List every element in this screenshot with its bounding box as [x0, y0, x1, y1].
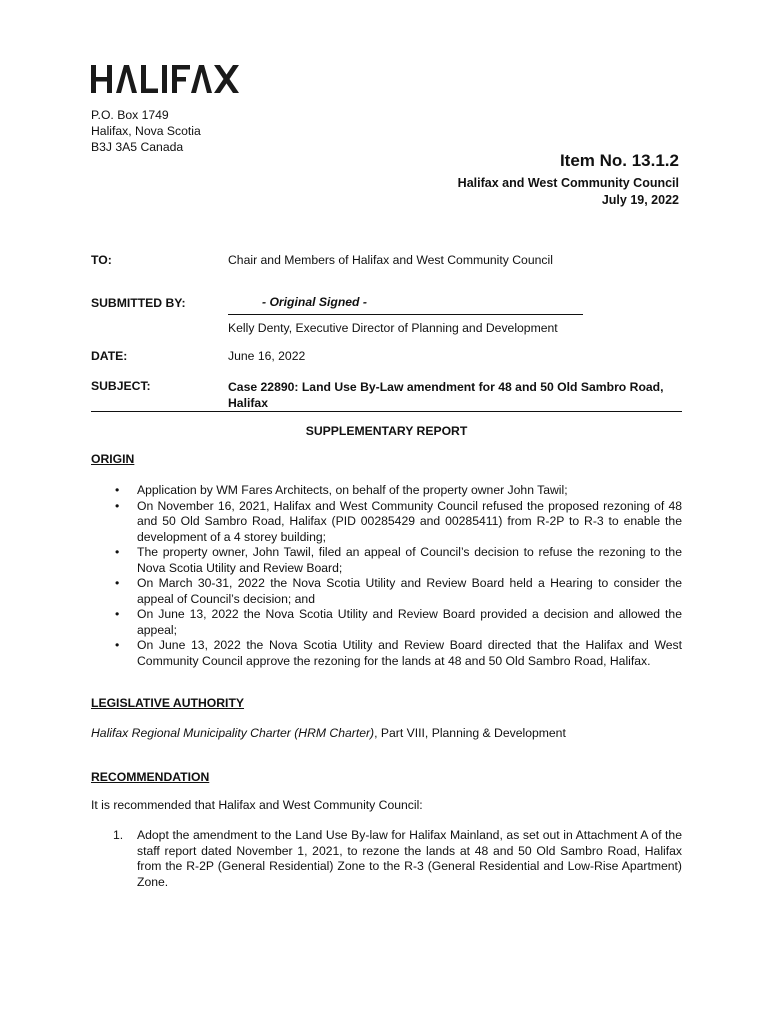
recommendation-heading: RECOMMENDATION [91, 770, 210, 784]
list-item [91, 499, 682, 546]
recommendation-text: Adopt the amendment to the Land Use By-law for Halifax Mainland, as set out in Attachment A of the staff report dated November 1, 2021, to rezone the lands at 48 and 50 Old Sambro Road, Halifax from the R-2P (General Residential) Zone to the R-3 (General Residential and Low-Rise Apartment) Zone. [137, 828, 682, 889]
origin-heading: ORIGIN [91, 452, 135, 466]
list-item-text: On June 13, 2022 the Nova Scotia Utility and Review Board directed that the Halifax and West Community Council approve the rezoning for the lands at 48 and 50 Old Sambro Road, Halifax. [137, 638, 682, 668]
council-header [458, 175, 679, 209]
submitted-by-value: Kelly Denty, Executive Director of Planning and Development [228, 321, 558, 335]
item-number: Item No. 13.1.2 [559, 151, 679, 170]
list-item-text: On March 30-31, 2022 the Nova Scotia Utility and Review Board held a Hearing to consider the appeal of Council’s decision; and [137, 576, 682, 606]
meeting-date: July 19, 2022 [601, 193, 679, 207]
address-line: P.O. Box 1749 [91, 108, 169, 122]
subject-value: Case 22890: Land Use By-Law amendment for 48 and 50 Old Sambro Road, Halifax [228, 380, 664, 410]
original-signed: - Original Signed - [262, 295, 367, 309]
list-item [91, 545, 682, 576]
date-value: June 16, 2022 [228, 349, 306, 363]
charter-name: Halifax Regional Municipality Charter (HRM Charter) [91, 726, 375, 740]
bullet: • [115, 576, 120, 590]
halifax-logo [91, 62, 241, 96]
address-line: B3J 3A5 Canada [91, 140, 184, 154]
council-name: Halifax and West Community Council [457, 176, 679, 190]
list-item [91, 607, 682, 638]
list-item [91, 576, 682, 607]
address-line: Halifax, Nova Scotia [91, 124, 201, 138]
list-item-text: On June 13, 2022 the Nova Scotia Utility and Review Board provided a decision and allowed the appeal; [137, 607, 682, 637]
bullet: • [115, 638, 120, 652]
charter-part: , Part VIII, Planning & Development [374, 726, 566, 740]
bullet: • [115, 498, 120, 513]
mailing-address [91, 107, 201, 155]
header-divider [91, 411, 682, 412]
legislative-heading: LEGISLATIVE AUTHORITY [91, 696, 245, 710]
submitted-by-label: SUBMITTED BY: [91, 296, 186, 310]
legislative-text [91, 726, 566, 740]
report-title: SUPPLEMENTARY REPORT [305, 424, 468, 438]
list-item-text: The property owner, John Tawil, filed an appeal of Council’s decision to refuse the rezoning to the Nova Scotia Utility and Review Board; [137, 545, 682, 575]
signature-line [228, 314, 583, 315]
bullet: • [115, 545, 120, 559]
recommendation-intro: It is recommended that Halifax and West Community Council: [91, 798, 423, 812]
list-item [91, 638, 682, 669]
to-value: Chair and Members of Halifax and West Community Council [228, 253, 553, 267]
origin-list [91, 483, 682, 669]
subject-label: SUBJECT: [91, 379, 151, 393]
bullet: • [115, 483, 120, 497]
date-label: DATE: [91, 349, 128, 363]
list-item-text: On November 16, 2021, Halifax and West Community Council refused the proposed rezoning of 48 and 50 Old Sambro Road, Halifax (PID 00285429 and 00285411) from R-2P to R-3 to enable the development of a 4 storey building; [137, 498, 682, 544]
list-item-text: Application by WM Fares Architects, on behalf of the property owner John Tawil; [137, 483, 568, 497]
recommendation-number: 1. [113, 828, 124, 842]
to-label: TO: [91, 253, 112, 267]
bullet: • [115, 607, 120, 621]
list-item [91, 483, 682, 499]
